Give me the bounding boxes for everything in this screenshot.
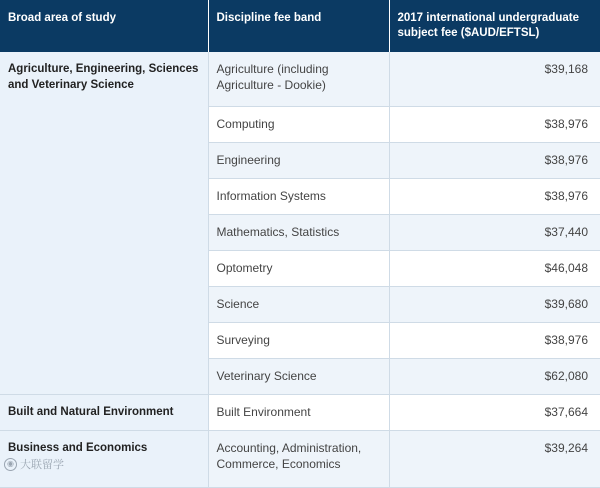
- fee-cell: $37,664: [389, 394, 600, 430]
- discipline-cell: Computing: [208, 106, 389, 142]
- table-row: [0, 52, 600, 106]
- watermark-text: 大联留学: [20, 459, 64, 471]
- fee-cell: $39,168: [389, 52, 600, 106]
- fee-cell: $62,080: [389, 358, 600, 394]
- discipline-cell: Agriculture (including Agriculture - Dookie): [208, 52, 389, 106]
- broad-area-cell: Agriculture, Engineering, Sciences and Veterinary Science: [0, 52, 208, 394]
- discipline-cell: Mathematics, Statistics: [208, 214, 389, 250]
- fee-cell: $38,976: [389, 178, 600, 214]
- header-subject-fee: 2017 international undergraduate subject fee ($AUD/EFTSL): [389, 0, 600, 52]
- fee-cell: $38,976: [389, 322, 600, 358]
- discipline-cell: Optometry: [208, 250, 389, 286]
- header-discipline-band: Discipline fee band: [208, 0, 389, 52]
- discipline-cell: Information Systems: [208, 178, 389, 214]
- discipline-cell: Engineering: [208, 142, 389, 178]
- discipline-cell: Science: [208, 286, 389, 322]
- discipline-cell: Veterinary Science: [208, 358, 389, 394]
- table-row: [0, 430, 600, 487]
- discipline-cell: Accounting, Administration, Commerce, Economics: [208, 430, 389, 487]
- fee-cell: $37,440: [389, 214, 600, 250]
- fee-cell: $39,680: [389, 286, 600, 322]
- broad-area-cell: Business and Economics: [0, 430, 208, 487]
- fee-cell: $46,048: [389, 250, 600, 286]
- fee-cell: $38,976: [389, 106, 600, 142]
- discipline-cell: Surveying: [208, 322, 389, 358]
- fee-cell: $39,264: [389, 430, 600, 487]
- fee-cell: $38,976: [389, 142, 600, 178]
- broad-area-cell: Built and Natural Environment: [0, 394, 208, 430]
- camera-circle-icon: ◉: [4, 458, 17, 471]
- header-broad-area: Broad area of study: [0, 0, 208, 52]
- discipline-cell: Built Environment: [208, 394, 389, 430]
- table-row: [0, 394, 600, 430]
- watermark: [4, 456, 64, 472]
- table-header-row: [0, 0, 600, 52]
